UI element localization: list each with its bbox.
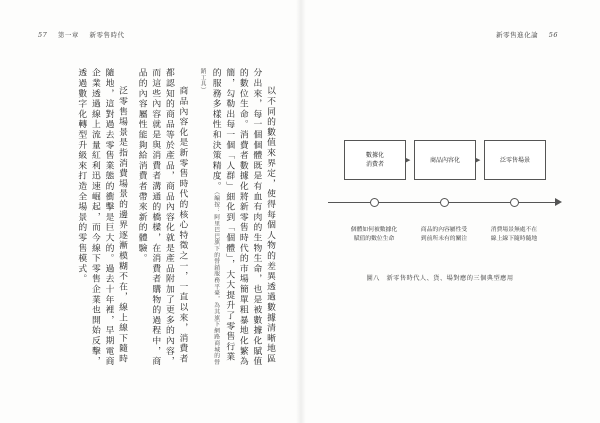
body-paragraph: 商品內容化是新零售時代的核心特徵之一，一直以來，消費者都認知的商品等於產品，商品內容化就是產品附加了更多的內容，而這些內容就是與消費者溝通的橋樑，在消費者購物的過程中，商品的內容屬性能夠給消費者帶來新的體驗。 [136, 68, 188, 367]
timeline-dot [510, 198, 519, 207]
timeline-dot [440, 198, 449, 207]
left-chapter-title: 新零售時代 [89, 31, 125, 39]
editor-note: （編按：阿里巴巴旗下的營銷服務平臺，為其旗下網路商城的營銷工具） [199, 68, 219, 366]
page-gutter [296, 0, 306, 423]
body-paragraph: 泛零售場景是指消費場景的邊界逐漸模糊不在，線上線下隨時隨地，這對過去零售業態的衝擊是巨大的。過去十年裡，早期電商企業透過線上流量紅利迅速崛起，而今線下零售企業也開始反擊，透過數字化轉型升級來打造全場景的零售模式。 [76, 68, 128, 367]
figure-title: 圖八 新零售時代人、貨、場對應的三個典型應用 [366, 275, 514, 282]
timeline-arrowhead-icon [555, 198, 562, 206]
body-paragraph: 以不同的數值來界定，使得每個人物的差異透過數據清晰地區分出來，每一個個體既是有血有肉的生物生命，也是被數據化賦值的數位生命。消費者數據化將新零售時代的市場簡單粗暴地化繁為簡，勾勒出每一個「人群」細化到「個體」，大大提升了零售行業的服務多樣性和決策精度。（編按：阿里巴巴旗下的營銷服務平臺，為其旗下網路商城的營銷工具） [199, 68, 275, 367]
diagram-caption: 商品的內容屬性受 到前所未有的關注 [420, 227, 468, 242]
right-page-header [496, 30, 558, 39]
left-page-header [38, 30, 124, 39]
arrow-right-icon: ▶ [475, 156, 481, 164]
left-chapter-label: 第一章 [57, 31, 79, 39]
diagram-caption: 消費場景無處不在 線上線下隨時隨地 [490, 227, 538, 242]
diagram-caption: 個體如何被數據化 賦值的數位生命 [350, 227, 398, 242]
arrow-right-icon: ▶ [405, 156, 411, 164]
timeline-dot [370, 198, 379, 207]
diagram-node-product: 商品內容化 [414, 140, 476, 180]
diagram-node-consumer: 數據化 消費者 [344, 140, 406, 180]
right-page-number: 56 [548, 31, 558, 39]
right-book-title: 新零售進化論 [496, 31, 539, 39]
diagram-node-scene: 泛零售場景 [484, 140, 546, 180]
figure-diagram [310, 140, 570, 305]
left-page-number: 57 [38, 31, 48, 39]
vertical-body-text [70, 68, 276, 368]
